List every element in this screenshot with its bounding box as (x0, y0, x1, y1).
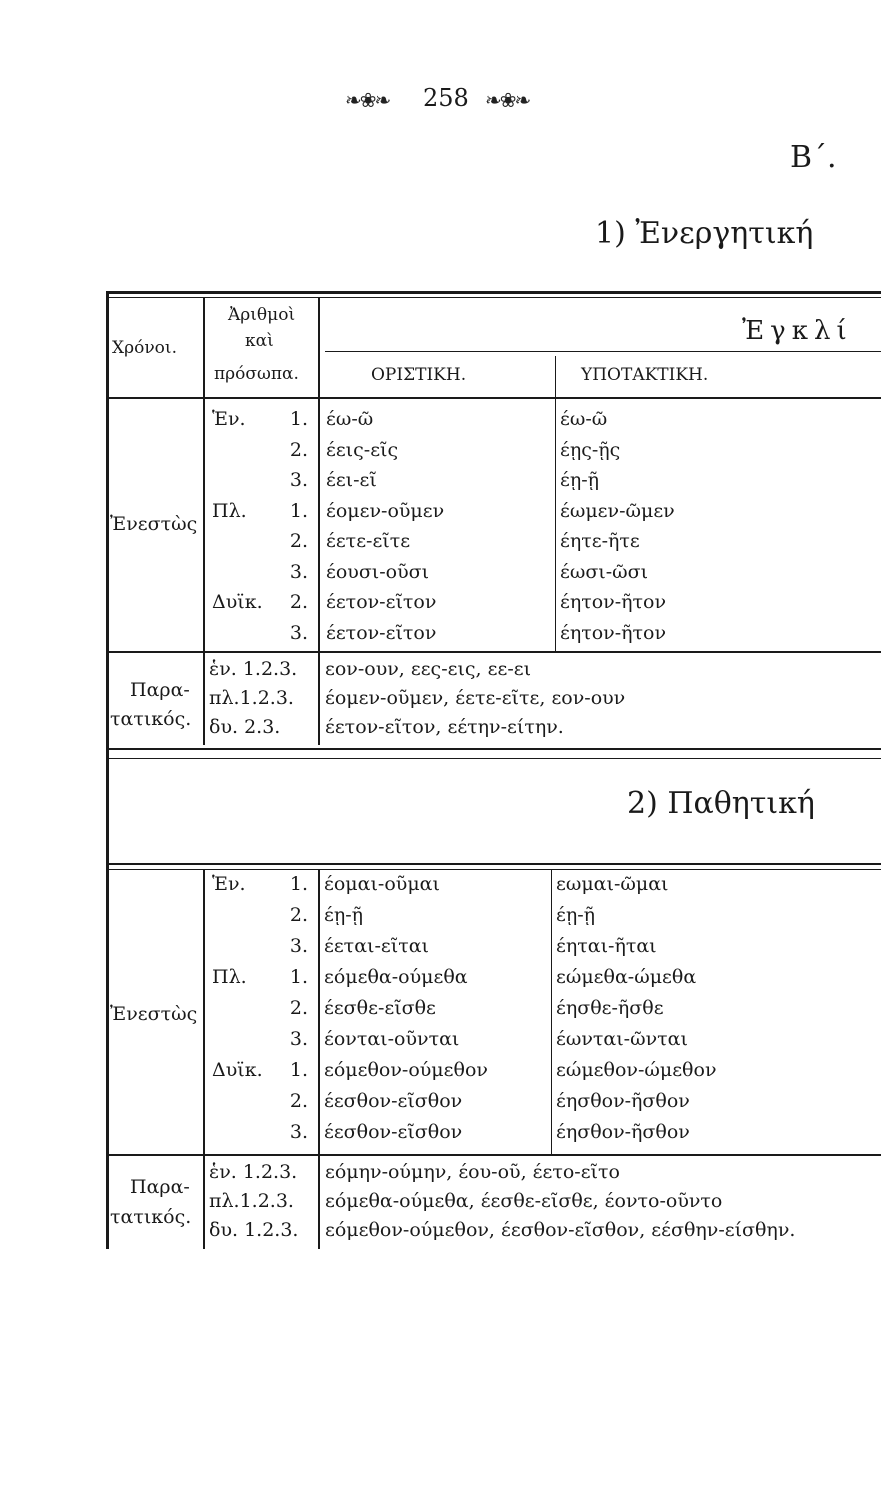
number-person-label: δυ. 2.3. (209, 716, 281, 738)
table-top-rule (108, 291, 881, 294)
indicative-ending: έουσι-οῦσι (326, 560, 430, 583)
subjunctive-ending: έωνται-ῶνται (556, 1028, 688, 1050)
subjunctive-ending: έῃς-ῇς (560, 438, 621, 461)
active-bottom-rule-thin (108, 758, 881, 759)
subjunctive-ending: έωμεν-ῶμεν (560, 499, 675, 522)
person-number: 1. (289, 1059, 308, 1081)
person-number: 3. (289, 1028, 308, 1050)
indicative-ending: έεσθον-εῖσθον (324, 1121, 463, 1143)
active-present-bottom-rule (108, 651, 881, 653)
subjunctive-ending: έω-ῶ (560, 408, 608, 430)
indicative-ending: έονται-οῦνται (324, 1028, 460, 1050)
number-person-label: δυ. 1.2.3. (209, 1219, 299, 1241)
subjunctive-ending: έητε-ῆτε (560, 530, 640, 552)
indicative-ending: έομεν-οῦμεν (326, 499, 445, 522)
col-divider-1-active (203, 297, 205, 745)
number-label: Πλ. (212, 966, 247, 988)
passive-voice-title: 2) Παθητική (627, 786, 815, 821)
person-number: 3. (289, 1121, 308, 1143)
imperfect-endings: εον-ουν, εες-εις, εε-ει (325, 658, 532, 680)
mood-divider-passive (551, 869, 552, 1154)
mood-divider-active (555, 356, 556, 651)
person-number: 1. (289, 966, 308, 988)
subjunctive-header: ΥΠΟΤΑΚΤΙΚΗ. (581, 365, 709, 385)
indicative-ending: έετε-εῖτε (326, 530, 411, 552)
number-label: Ἑν. (212, 873, 246, 895)
mood-header-rule (325, 351, 881, 352)
person-number: 3. (289, 621, 308, 644)
number-label: Ἑν. (212, 408, 246, 430)
indicative-ending: έετον-εῖτον (326, 621, 437, 644)
indicative-ending: έω-ῶ (326, 408, 374, 430)
person-number: 3. (289, 469, 308, 491)
subjunctive-ending: έῃ-ῇ (560, 469, 600, 491)
indicative-ending: έεσθον-εῖσθον (324, 1090, 463, 1112)
header-bottom-rule (108, 397, 881, 399)
col-header-tense: Χρόνοι. (112, 338, 177, 358)
person-number: 2. (289, 904, 308, 926)
number-person-label: πλ.1.2.3. (209, 1190, 294, 1212)
subjunctive-ending: έητον-ῆτον (560, 621, 667, 644)
subjunctive-ending: εωμαι-ῶμαι (556, 873, 669, 895)
page-number: 258 (423, 84, 469, 112)
number-person-label: πλ.1.2.3. (209, 687, 294, 709)
person-number: 2. (289, 591, 308, 613)
number-label: Πλ. (212, 499, 247, 522)
col-header-persons-1: Ἀριθμοὶ (228, 305, 296, 325)
subjunctive-ending: έῃ-ῇ (556, 904, 596, 926)
person-number: 1. (289, 499, 308, 522)
table-top-rule-thin (108, 297, 881, 298)
indicative-ending: εόμεθον-ούμεθον (324, 1059, 488, 1081)
col-header-persons-3: πρόσωπα. (214, 364, 299, 384)
person-number: 2. (289, 530, 308, 552)
col-header-persons-2: καὶ (245, 331, 274, 351)
passive-imperfect-label-2: τατικός. (110, 1206, 192, 1228)
person-number: 1. (289, 408, 308, 430)
indicative-header: ΟΡΙΣΤΙΚΗ. (371, 365, 467, 385)
subjunctive-ending: έητον-ῆτον (560, 591, 667, 613)
passive-present-bottom-rule (108, 1154, 881, 1156)
imperfect-endings: εόμην-ούμην, έου-οῦ, έετο-εῖτο (325, 1161, 620, 1183)
left-border (106, 291, 109, 1249)
number-label: Δυϊκ. (212, 591, 263, 613)
imperfect-endings: εόμεθον-ούμεθον, έεσθον-εῖσθον, εέσθην-είσθην. (325, 1219, 796, 1241)
active-bottom-rule (108, 748, 881, 750)
number-label: Δυϊκ. (212, 1059, 263, 1081)
number-person-label: ἑν. 1.2.3. (209, 1161, 298, 1183)
indicative-ending: έεται-εῖται (324, 935, 429, 957)
mood-header: Ἐγκλί (742, 316, 853, 346)
subjunctive-ending: έηται-ῆται (556, 935, 657, 957)
col-divider-2-passive (318, 869, 320, 1249)
person-number: 2. (289, 438, 308, 461)
indicative-ending: έεις-εῖς (326, 438, 399, 461)
indicative-ending: έει-εῖ (326, 469, 377, 491)
active-voice-title: 1) Ἐνεργητική (595, 216, 814, 251)
person-number: 2. (289, 1090, 308, 1112)
active-imperfect-label-1: Παρα- (130, 679, 190, 701)
active-imperfect-label-2: τατικός. (110, 708, 192, 730)
subjunctive-ending: έησθον-ῆσθον (556, 1121, 690, 1143)
indicative-ending: έῃ-ῇ (324, 904, 364, 926)
active-present-tense-label: Ἐνεστὼς (110, 513, 198, 535)
indicative-ending: εόμεθα-ούμεθα (324, 966, 468, 988)
passive-imperfect-label-1: Παρα- (130, 1176, 190, 1198)
subjunctive-ending: εώμεθα-ώμεθα (556, 966, 697, 988)
number-person-label: ἑν. 1.2.3. (209, 658, 298, 680)
subjunctive-ending: εώμεθον-ώμεθον (556, 1059, 717, 1081)
subjunctive-ending: έωσι-ῶσι (560, 560, 649, 583)
subjunctive-ending: έησθε-ῆσθε (556, 997, 664, 1019)
ornament-right: ❧❀❧ (485, 88, 530, 112)
imperfect-endings: εόμεθα-ούμεθα, έεσθε-εῖσθε, έοντο-οῦντο (325, 1190, 723, 1212)
passive-top-rule-thin (108, 869, 881, 870)
imperfect-endings: έετον-εῖτον, εέτην-είτην. (325, 716, 564, 738)
ornament-left: ❧❀❧ (345, 88, 390, 112)
indicative-ending: έομαι-οῦμαι (324, 873, 440, 895)
col-divider-1-passive (203, 869, 205, 1249)
person-number: 3. (289, 935, 308, 957)
person-number: 2. (289, 997, 308, 1019)
indicative-ending: έετον-εῖτον (326, 591, 437, 613)
person-number: 1. (289, 873, 308, 895)
person-number: 3. (289, 560, 308, 583)
col-divider-2-active (318, 297, 320, 745)
indicative-ending: έεσθε-εῖσθε (324, 997, 436, 1019)
subjunctive-ending: έησθον-ῆσθον (556, 1090, 690, 1112)
passive-present-tense-label: Ἐνεστὼς (110, 1003, 198, 1025)
passive-top-rule (108, 863, 881, 865)
imperfect-endings: έομεν-οῦμεν, έετε-εῖτε, εον-ουν (325, 687, 626, 709)
section-label: Β΄. (790, 140, 837, 175)
